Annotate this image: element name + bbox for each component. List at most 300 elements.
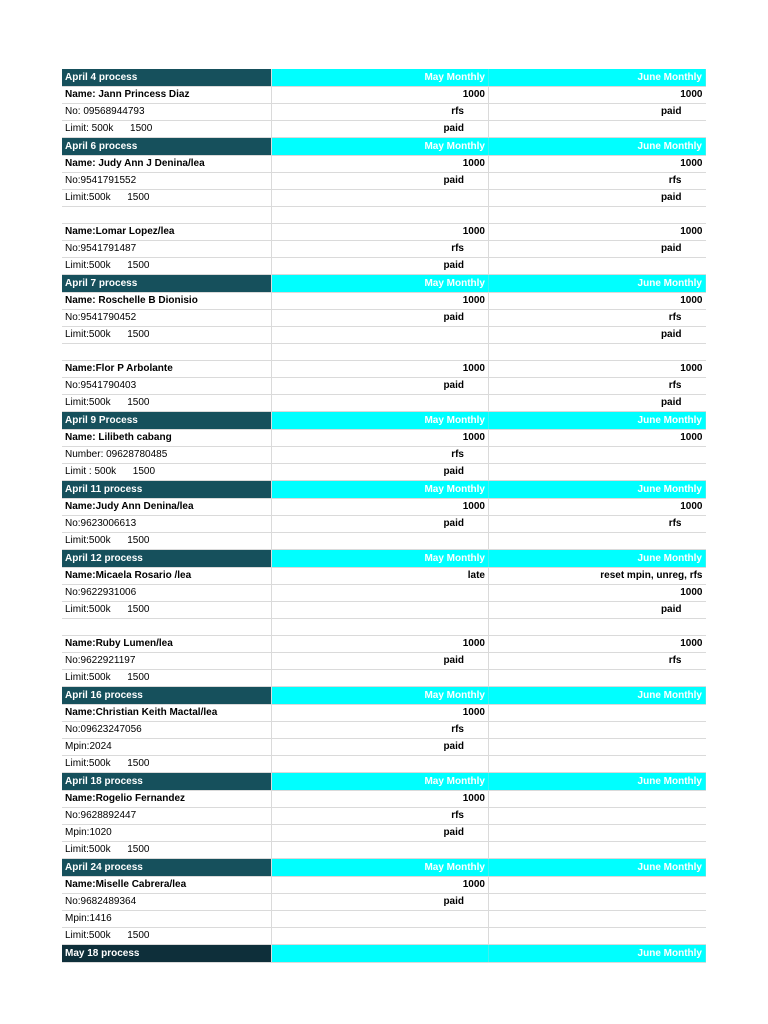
- may-monthly-cell[interactable]: [272, 104, 489, 121]
- june-monthly-cell-text: paid: [660, 243, 682, 254]
- may-monthly-cell[interactable]: [272, 499, 489, 516]
- section-header-row: [62, 945, 706, 963]
- june-monthly-cell-text: June Monthly: [637, 484, 702, 495]
- row-label-cell-text: April 9 Process: [65, 415, 138, 426]
- section-header-row: [62, 481, 706, 499]
- may-monthly-cell[interactable]: [272, 825, 489, 842]
- row-label-cell-text: No:9541791487: [65, 243, 137, 254]
- may-monthly-cell[interactable]: [272, 121, 489, 138]
- june-monthly-cell[interactable]: [489, 842, 706, 859]
- row-label-cell[interactable]: [62, 224, 272, 241]
- june-monthly-cell[interactable]: [489, 568, 706, 585]
- june-monthly-cell[interactable]: [489, 258, 706, 275]
- may-monthly-cell[interactable]: [272, 156, 489, 173]
- may-monthly-cell-text: 1000: [462, 793, 485, 804]
- client-detail-row: [62, 447, 706, 464]
- row-label-cell-text: No:9622931006: [65, 587, 137, 598]
- june-monthly-cell-text: paid: [660, 604, 682, 615]
- june-monthly-cell[interactable]: [489, 533, 706, 550]
- row-label-cell-text: Limit:500k 1500: [65, 535, 150, 546]
- may-monthly-cell-text: paid: [443, 312, 464, 323]
- may-monthly-cell[interactable]: [272, 138, 489, 156]
- june-monthly-cell[interactable]: [489, 722, 706, 739]
- client-detail-row: [62, 825, 706, 842]
- may-monthly-cell-text: paid: [443, 827, 464, 838]
- june-monthly-cell[interactable]: [489, 361, 706, 378]
- client-name-row: [62, 791, 706, 808]
- client-detail-row: [62, 653, 706, 670]
- may-monthly-cell[interactable]: [272, 619, 489, 636]
- client-name-row: [62, 224, 706, 241]
- row-label-cell[interactable]: [62, 258, 272, 275]
- may-monthly-cell-text: May Monthly: [424, 72, 485, 83]
- june-monthly-cell[interactable]: [489, 945, 706, 963]
- june-monthly-cell-text: June Monthly: [637, 862, 702, 873]
- row-label-cell-text: Limit:500k 1500: [65, 192, 150, 203]
- may-monthly-cell[interactable]: [272, 224, 489, 241]
- june-monthly-cell-text: paid: [660, 192, 682, 203]
- may-monthly-cell[interactable]: [272, 705, 489, 722]
- may-monthly-cell[interactable]: [272, 361, 489, 378]
- may-monthly-cell-text: paid: [443, 655, 464, 666]
- row-label-cell-text: Limit:500k 1500: [65, 930, 150, 941]
- client-detail-row: [62, 602, 706, 619]
- may-monthly-cell[interactable]: [272, 430, 489, 447]
- may-monthly-cell[interactable]: [272, 756, 489, 773]
- row-label-cell[interactable]: [62, 412, 272, 430]
- row-label-cell[interactable]: [62, 945, 272, 963]
- row-label-cell[interactable]: [62, 138, 272, 156]
- row-label-cell[interactable]: [62, 499, 272, 516]
- row-label-cell-text: Limit:500k 1500: [65, 844, 150, 855]
- june-monthly-cell[interactable]: [489, 756, 706, 773]
- row-label-cell-text: Limit:500k 1500: [65, 260, 150, 271]
- june-monthly-cell[interactable]: [489, 825, 706, 842]
- row-label-cell-text: Mpin:2024: [65, 741, 112, 752]
- client-detail-row: [62, 190, 706, 207]
- row-label-cell[interactable]: [62, 670, 272, 687]
- row-label-cell-text: April 12 process: [65, 553, 143, 564]
- may-monthly-cell-text: rfs: [451, 724, 464, 735]
- june-monthly-cell[interactable]: [489, 602, 706, 619]
- section-header-row: [62, 859, 706, 877]
- row-label-cell[interactable]: [62, 739, 272, 756]
- row-label-cell-text: No: 09568944793: [65, 106, 145, 117]
- june-monthly-cell[interactable]: [489, 499, 706, 516]
- may-monthly-cell[interactable]: [272, 585, 489, 602]
- may-monthly-cell-text: rfs: [451, 810, 464, 821]
- row-label-cell[interactable]: [62, 619, 272, 636]
- row-label-cell-text: No:9541790403: [65, 380, 137, 391]
- row-label-cell[interactable]: [62, 69, 272, 87]
- spacer-row: [62, 344, 706, 361]
- row-label-cell[interactable]: [62, 275, 272, 293]
- client-detail-row: [62, 104, 706, 121]
- may-monthly-cell[interactable]: [272, 516, 489, 533]
- client-detail-row: [62, 928, 706, 945]
- may-monthly-cell-text: May Monthly: [424, 141, 485, 152]
- june-monthly-cell[interactable]: [489, 687, 706, 705]
- row-label-cell[interactable]: [62, 825, 272, 842]
- may-monthly-cell[interactable]: [272, 791, 489, 808]
- may-monthly-cell[interactable]: [272, 207, 489, 224]
- row-label-cell[interactable]: [62, 842, 272, 859]
- row-label-cell-text: Mpin:1416: [65, 913, 112, 924]
- june-monthly-cell-text: June Monthly: [637, 72, 702, 83]
- row-label-cell[interactable]: [62, 636, 272, 653]
- row-label-cell[interactable]: [62, 430, 272, 447]
- june-monthly-cell-text: June Monthly: [637, 141, 702, 152]
- row-label-cell[interactable]: [62, 602, 272, 619]
- may-monthly-cell[interactable]: [272, 447, 489, 464]
- row-label-cell[interactable]: [62, 928, 272, 945]
- row-label-cell[interactable]: [62, 104, 272, 121]
- june-monthly-cell-text: 1000: [680, 226, 703, 237]
- may-monthly-cell[interactable]: [272, 481, 489, 499]
- june-monthly-cell-text: June Monthly: [637, 948, 702, 959]
- may-monthly-cell[interactable]: [272, 190, 489, 207]
- client-detail-row: [62, 911, 706, 928]
- may-monthly-cell[interactable]: [272, 533, 489, 550]
- may-monthly-cell-text: May Monthly: [424, 415, 485, 426]
- row-label-cell-text: Name:Lomar Lopez/lea: [65, 226, 175, 237]
- spreadsheet-table: [62, 69, 706, 963]
- may-monthly-cell[interactable]: [272, 69, 489, 87]
- row-label-cell-text: April 11 process: [65, 484, 143, 495]
- may-monthly-cell[interactable]: [272, 687, 489, 705]
- june-monthly-cell[interactable]: [489, 378, 706, 395]
- june-monthly-cell[interactable]: [489, 516, 706, 533]
- june-monthly-cell[interactable]: [489, 241, 706, 258]
- may-monthly-cell[interactable]: [272, 173, 489, 190]
- row-label-cell[interactable]: [62, 808, 272, 825]
- may-monthly-cell[interactable]: [272, 636, 489, 653]
- june-monthly-cell[interactable]: [489, 310, 706, 327]
- section-header-row: [62, 138, 706, 156]
- june-monthly-cell[interactable]: [489, 670, 706, 687]
- row-label-cell-text: Limit:500k 1500: [65, 672, 150, 683]
- june-monthly-cell[interactable]: [489, 791, 706, 808]
- june-monthly-cell[interactable]: [489, 207, 706, 224]
- june-monthly-cell[interactable]: [489, 447, 706, 464]
- row-label-cell[interactable]: [62, 190, 272, 207]
- june-monthly-cell[interactable]: [489, 121, 706, 138]
- client-detail-row: [62, 756, 706, 773]
- june-monthly-cell[interactable]: [489, 138, 706, 156]
- may-monthly-cell[interactable]: [272, 739, 489, 756]
- may-monthly-cell[interactable]: [272, 842, 489, 859]
- row-label-cell-text: No:9682489364: [65, 896, 137, 907]
- row-label-cell[interactable]: [62, 241, 272, 258]
- row-label-cell-text: No:9623006613: [65, 518, 137, 529]
- row-label-cell-text: April 7 process: [65, 278, 138, 289]
- june-monthly-cell[interactable]: [489, 395, 706, 412]
- row-label-cell[interactable]: [62, 568, 272, 585]
- may-monthly-cell[interactable]: [272, 412, 489, 430]
- may-monthly-cell[interactable]: [272, 464, 489, 481]
- row-label-cell-text: Limit:500k 1500: [65, 397, 150, 408]
- row-label-cell-text: Name:Judy Ann Denina/lea: [65, 501, 194, 512]
- june-monthly-cell-text: reset mpin, unreg, rfs: [600, 570, 703, 581]
- june-monthly-cell[interactable]: [489, 739, 706, 756]
- may-monthly-cell-text: paid: [443, 123, 464, 134]
- row-label-cell-text: No:9622921197: [65, 655, 136, 666]
- may-monthly-cell-text: 1000: [462, 707, 485, 718]
- client-detail-row: [62, 722, 706, 739]
- client-detail-row: [62, 670, 706, 687]
- june-monthly-cell[interactable]: [489, 224, 706, 241]
- june-monthly-cell[interactable]: [489, 773, 706, 791]
- june-monthly-cell[interactable]: [489, 619, 706, 636]
- client-detail-row: [62, 516, 706, 533]
- row-label-cell[interactable]: [62, 687, 272, 705]
- june-monthly-cell[interactable]: [489, 104, 706, 121]
- spacer-row: [62, 619, 706, 636]
- row-label-cell[interactable]: [62, 464, 272, 481]
- june-monthly-cell[interactable]: [489, 344, 706, 361]
- row-label-cell-text: Name:Miselle Cabrera/lea: [65, 879, 187, 890]
- may-monthly-cell-text: rfs: [451, 106, 464, 117]
- client-detail-row: [62, 310, 706, 327]
- june-monthly-cell-text: June Monthly: [637, 415, 702, 426]
- may-monthly-cell[interactable]: [272, 602, 489, 619]
- june-monthly-cell[interactable]: [489, 69, 706, 87]
- section-header-row: [62, 69, 706, 87]
- row-label-cell[interactable]: [62, 877, 272, 894]
- june-monthly-cell-text: rfs: [668, 518, 682, 529]
- row-label-cell[interactable]: [62, 378, 272, 395]
- june-monthly-cell[interactable]: [489, 481, 706, 499]
- client-detail-row: [62, 378, 706, 395]
- june-monthly-cell-text: 1000: [680, 501, 703, 512]
- june-monthly-cell[interactable]: [489, 877, 706, 894]
- row-label-cell-text: Mpin:1020: [65, 827, 112, 838]
- may-monthly-cell[interactable]: [272, 722, 489, 739]
- client-detail-row: [62, 121, 706, 138]
- may-monthly-cell[interactable]: [272, 773, 489, 791]
- may-monthly-cell-text: 1000: [462, 295, 485, 306]
- row-label-cell[interactable]: [62, 516, 272, 533]
- row-label-cell-text: Name:Ruby Lumen/lea: [65, 638, 173, 649]
- june-monthly-cell-text: rfs: [668, 380, 682, 391]
- june-monthly-cell-text: 1000: [680, 587, 703, 598]
- may-monthly-cell-text: 1000: [462, 158, 485, 169]
- may-monthly-cell-text: 1000: [462, 226, 485, 237]
- june-monthly-cell-text: June Monthly: [637, 278, 702, 289]
- row-label-cell[interactable]: [62, 207, 272, 224]
- row-label-cell[interactable]: [62, 791, 272, 808]
- june-monthly-cell-text: 1000: [680, 638, 703, 649]
- may-monthly-cell[interactable]: [272, 327, 489, 344]
- row-label-cell[interactable]: [62, 293, 272, 310]
- may-monthly-cell[interactable]: [272, 928, 489, 945]
- may-monthly-cell[interactable]: [272, 653, 489, 670]
- row-label-cell[interactable]: [62, 756, 272, 773]
- may-monthly-cell-text: paid: [443, 260, 464, 271]
- may-monthly-cell-text: 1000: [462, 432, 485, 443]
- june-monthly-cell-text: paid: [660, 397, 682, 408]
- may-monthly-cell-text: paid: [443, 175, 464, 186]
- row-label-cell[interactable]: [62, 481, 272, 499]
- client-detail-row: [62, 327, 706, 344]
- may-monthly-cell[interactable]: [272, 808, 489, 825]
- client-name-row: [62, 705, 706, 722]
- may-monthly-cell-text: May Monthly: [424, 484, 485, 495]
- row-label-cell[interactable]: [62, 773, 272, 791]
- row-label-cell[interactable]: [62, 310, 272, 327]
- june-monthly-cell[interactable]: [489, 705, 706, 722]
- june-monthly-cell-text: June Monthly: [637, 553, 702, 564]
- row-label-cell-text: April 6 process: [65, 141, 138, 152]
- june-monthly-cell[interactable]: [489, 550, 706, 568]
- client-name-row: [62, 156, 706, 173]
- row-label-cell-text: April 4 process: [65, 72, 138, 83]
- row-label-cell-text: No:9628892447: [65, 810, 137, 821]
- row-label-cell[interactable]: [62, 722, 272, 739]
- june-monthly-cell[interactable]: [489, 464, 706, 481]
- section-header-row: [62, 550, 706, 568]
- row-label-cell[interactable]: [62, 911, 272, 928]
- row-label-cell-text: Limit:500k 1500: [65, 329, 150, 340]
- may-monthly-cell-text: 1000: [462, 501, 485, 512]
- row-label-cell[interactable]: [62, 859, 272, 877]
- row-label-cell-text: Limit : 500k 1500: [65, 466, 156, 477]
- client-name-row: [62, 87, 706, 104]
- may-monthly-cell[interactable]: [272, 911, 489, 928]
- client-name-row: [62, 361, 706, 378]
- may-monthly-cell[interactable]: [272, 378, 489, 395]
- spreadsheet-body: [62, 69, 706, 963]
- section-header-row: [62, 687, 706, 705]
- june-monthly-cell[interactable]: [489, 585, 706, 602]
- client-detail-row: [62, 739, 706, 756]
- june-monthly-cell[interactable]: [489, 87, 706, 104]
- may-monthly-cell-text: paid: [443, 466, 464, 477]
- june-monthly-cell[interactable]: [489, 911, 706, 928]
- row-label-cell[interactable]: [62, 447, 272, 464]
- client-name-row: [62, 877, 706, 894]
- june-monthly-cell[interactable]: [489, 928, 706, 945]
- june-monthly-cell-text: rfs: [668, 312, 682, 323]
- may-monthly-cell-text: rfs: [451, 243, 464, 254]
- may-monthly-cell[interactable]: [272, 87, 489, 104]
- may-monthly-cell-text: May Monthly: [424, 776, 485, 787]
- may-monthly-cell[interactable]: [272, 877, 489, 894]
- row-label-cell[interactable]: [62, 87, 272, 104]
- june-monthly-cell[interactable]: [489, 293, 706, 310]
- may-monthly-cell-text: rfs: [451, 449, 464, 460]
- row-label-cell[interactable]: [62, 705, 272, 722]
- june-monthly-cell-text: 1000: [680, 295, 703, 306]
- client-detail-row: [62, 808, 706, 825]
- row-label-cell-text: Limit:500k 1500: [65, 758, 150, 769]
- may-monthly-cell-text: paid: [443, 518, 464, 529]
- june-monthly-cell-text: paid: [660, 106, 682, 117]
- may-monthly-cell[interactable]: [272, 859, 489, 877]
- may-monthly-cell[interactable]: [272, 275, 489, 293]
- row-label-cell[interactable]: [62, 533, 272, 550]
- row-label-cell[interactable]: [62, 344, 272, 361]
- may-monthly-cell-text: May Monthly: [424, 278, 485, 289]
- june-monthly-cell[interactable]: [489, 894, 706, 911]
- client-detail-row: [62, 258, 706, 275]
- row-label-cell[interactable]: [62, 156, 272, 173]
- client-detail-row: [62, 842, 706, 859]
- may-monthly-cell-text: 1000: [462, 879, 485, 890]
- may-monthly-cell[interactable]: [272, 395, 489, 412]
- may-monthly-cell-text: 1000: [462, 638, 485, 649]
- client-name-row: [62, 636, 706, 653]
- june-monthly-cell-text: rfs: [668, 655, 682, 666]
- june-monthly-cell-text: 1000: [680, 432, 703, 443]
- may-monthly-cell-text: paid: [443, 741, 464, 752]
- june-monthly-cell[interactable]: [489, 156, 706, 173]
- june-monthly-cell[interactable]: [489, 430, 706, 447]
- may-monthly-cell[interactable]: [272, 293, 489, 310]
- june-monthly-cell-text: 1000: [680, 363, 703, 374]
- row-label-cell-text: No:9541790452: [65, 312, 137, 323]
- row-label-cell[interactable]: [62, 121, 272, 138]
- may-monthly-cell-text: 1000: [462, 89, 485, 100]
- row-label-cell-text: Limit:500k 1500: [65, 604, 150, 615]
- may-monthly-cell[interactable]: [272, 568, 489, 585]
- row-label-cell[interactable]: [62, 894, 272, 911]
- may-monthly-cell[interactable]: [272, 550, 489, 568]
- may-monthly-cell[interactable]: [272, 894, 489, 911]
- may-monthly-cell-text: paid: [443, 380, 464, 391]
- june-monthly-cell[interactable]: [489, 275, 706, 293]
- june-monthly-cell-text: 1000: [680, 158, 703, 169]
- june-monthly-cell[interactable]: [489, 190, 706, 207]
- row-label-cell[interactable]: [62, 327, 272, 344]
- row-label-cell-text: Number: 09628780485: [65, 449, 168, 460]
- section-header-row: [62, 773, 706, 791]
- row-label-cell-text: Name:Rogelio Fernandez: [65, 793, 186, 804]
- june-monthly-cell-text: June Monthly: [637, 776, 702, 787]
- row-label-cell-text: Name: Jann Princess Diaz: [65, 89, 190, 100]
- june-monthly-cell[interactable]: [489, 327, 706, 344]
- row-label-cell[interactable]: [62, 585, 272, 602]
- june-monthly-cell[interactable]: [489, 173, 706, 190]
- row-label-cell[interactable]: [62, 550, 272, 568]
- may-monthly-cell[interactable]: [272, 945, 489, 963]
- client-name-row: [62, 568, 706, 585]
- june-monthly-cell[interactable]: [489, 859, 706, 877]
- row-label-cell[interactable]: [62, 395, 272, 412]
- june-monthly-cell[interactable]: [489, 808, 706, 825]
- may-monthly-cell[interactable]: [272, 310, 489, 327]
- may-monthly-cell[interactable]: [272, 344, 489, 361]
- may-monthly-cell[interactable]: [272, 241, 489, 258]
- client-name-row: [62, 499, 706, 516]
- client-detail-row: [62, 395, 706, 412]
- row-label-cell[interactable]: [62, 653, 272, 670]
- may-monthly-cell[interactable]: [272, 670, 489, 687]
- client-detail-row: [62, 894, 706, 911]
- row-label-cell-text: No:9541791552: [65, 175, 137, 186]
- client-name-row: [62, 293, 706, 310]
- client-detail-row: [62, 241, 706, 258]
- client-detail-row: [62, 533, 706, 550]
- section-header-row: [62, 412, 706, 430]
- row-label-cell[interactable]: [62, 361, 272, 378]
- june-monthly-cell[interactable]: [489, 412, 706, 430]
- row-label-cell-text: April 18 process: [65, 776, 143, 787]
- may-monthly-cell[interactable]: [272, 258, 489, 275]
- june-monthly-cell[interactable]: [489, 653, 706, 670]
- row-label-cell[interactable]: [62, 173, 272, 190]
- june-monthly-cell[interactable]: [489, 636, 706, 653]
